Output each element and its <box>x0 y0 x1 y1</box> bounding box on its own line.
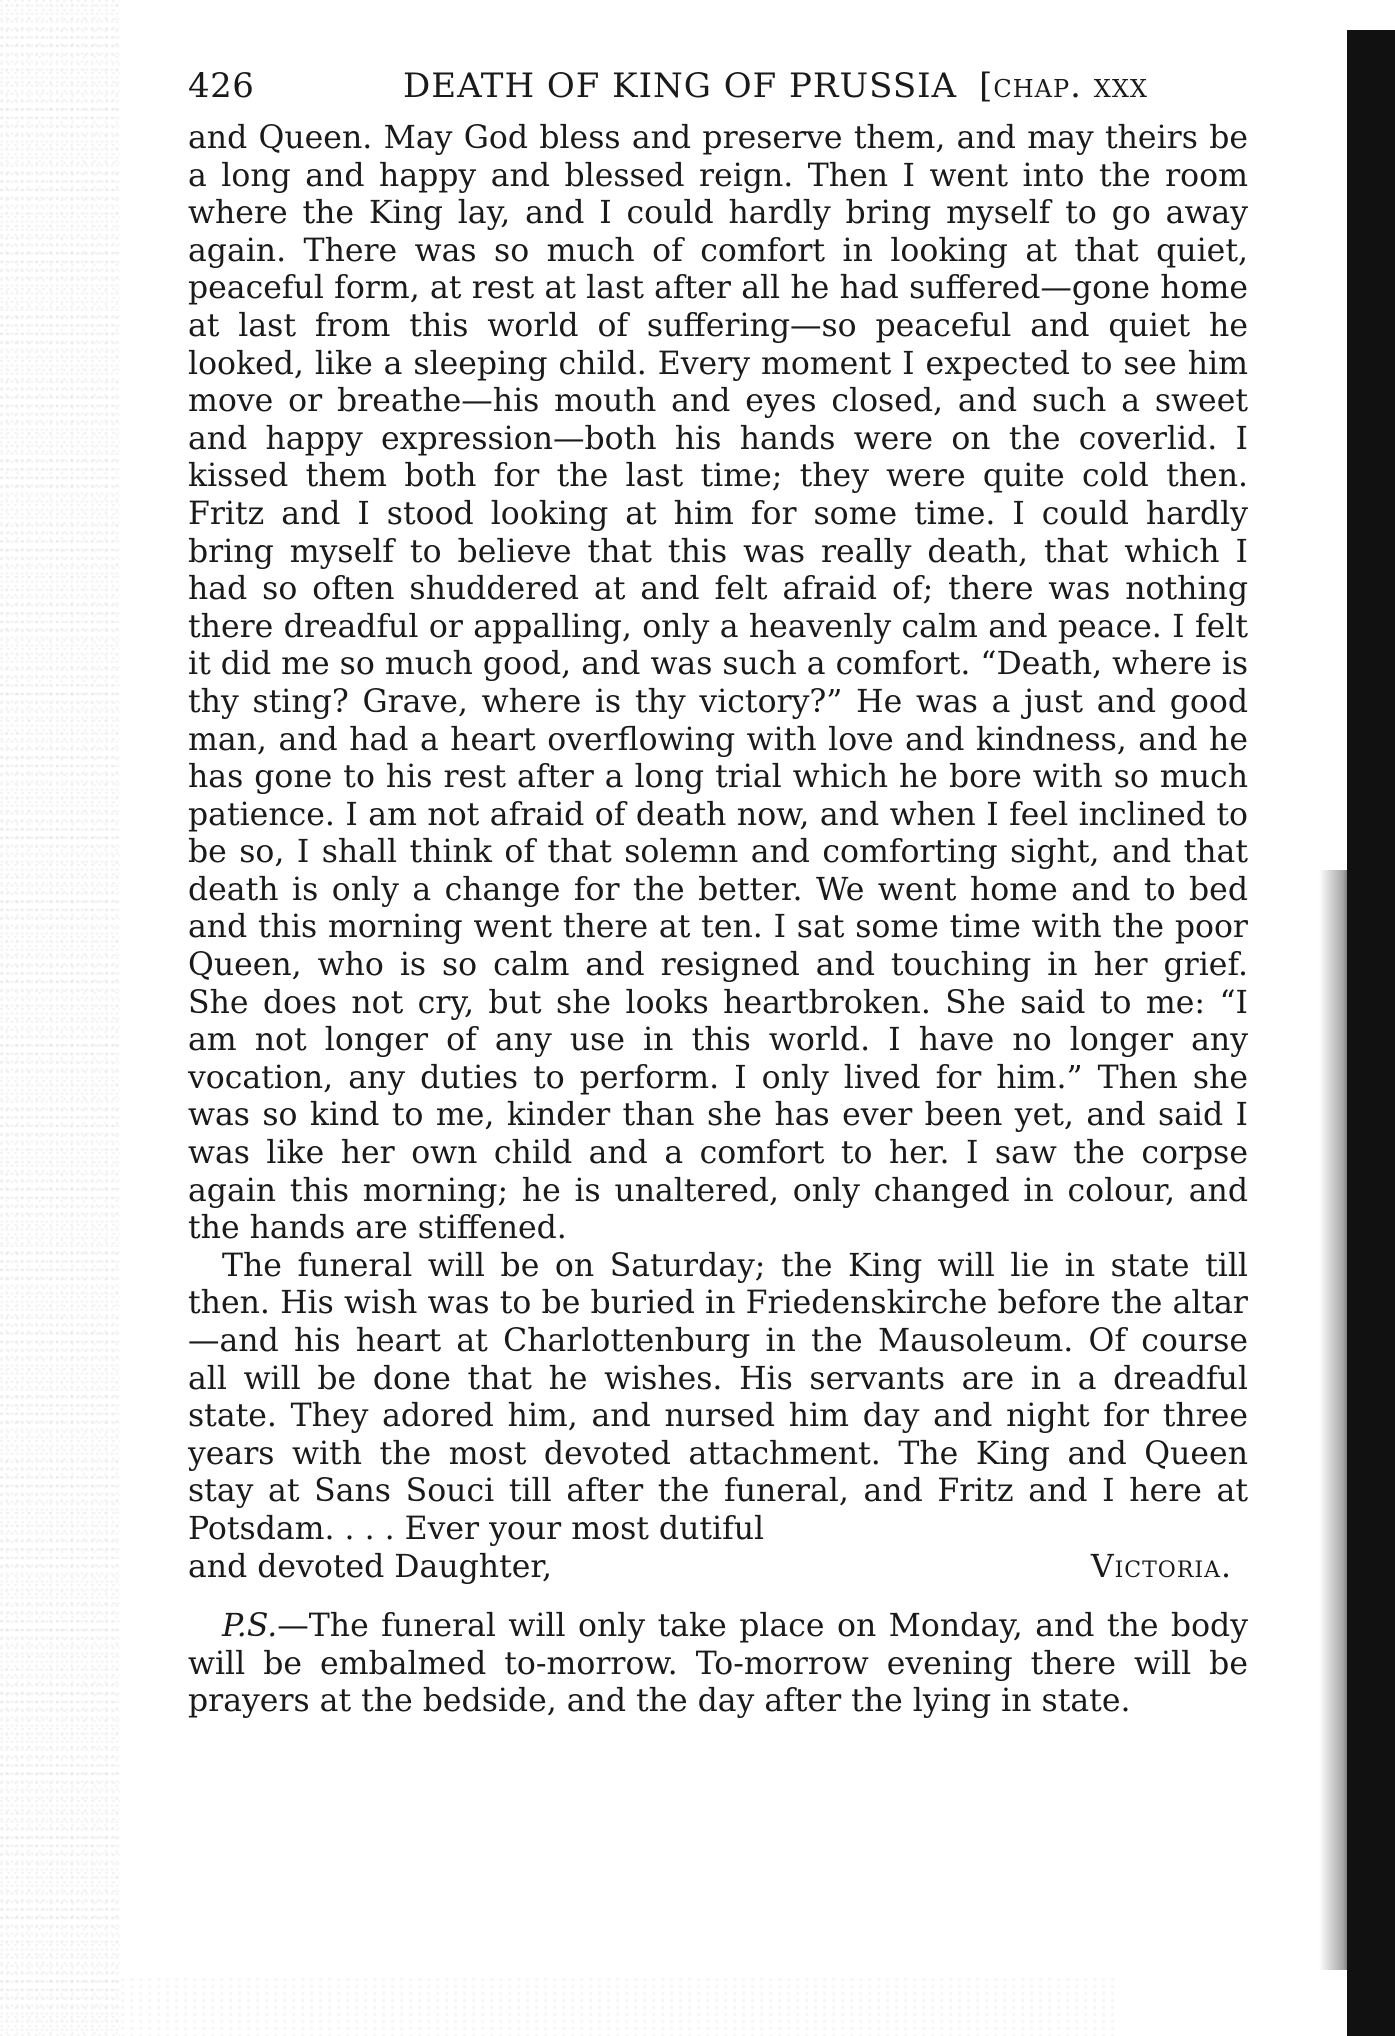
running-head <box>188 66 1248 120</box>
book-page <box>188 66 1248 1721</box>
closing-text: and devoted Daughter, <box>188 1548 552 1585</box>
signature: Victoria. <box>1090 1548 1232 1585</box>
running-head-title: DEATH OF KING OF PRUSSIA <box>403 66 958 106</box>
postscript-text: —The funeral will only take place on Monday, and the body will be embalmed to-morrow. To-morrow evening there will be prayers at the bedside, and the day after the lying in state. <box>188 1608 1248 1720</box>
page-number: 426 <box>188 66 255 106</box>
running-head-chapter: [chap. xxx <box>979 66 1149 106</box>
postscript-label: P.S. <box>222 1608 278 1645</box>
paragraph-1: and Queen. May God bless and preserve them, and may theirs be a long and happy and blessed reign. Then I went into the room where the King lay, and I could hardly bring myself to go away again. There was so much of comfort in looking at that quiet, peaceful form, at rest at last after all he had suffered—gone home at last from this world of suffering—so peaceful and quiet he looked, like a sleeping child. Every moment I expected to see him move or breathe—his mouth and eyes closed, and such a sweet and happy expression—both his hands were on the coverlid. I kissed them both for the last time; they were quite cold then. Fritz and I stood looking at him for some time. I could hardly bring myself to believe that this was really death, that which I had so often shuddered at and felt afraid of; there was nothing there dreadful or appalling, only a heavenly calm and peace. I felt it did me so much good, and was such a comfort. “Death, where is thy sting? Grave, where is thy victory?” He was a just and good man, and had a heart overflowing with love and kindness, and he has gone to his rest after a long trial which he bore with so much patience. I am not afraid of death now, and when I feel inclined to be so, I shall think of that solemn and comforting sight, and that death is only a change for the better. We went home and to bed and this morning went there at ten. I sat some time with the poor Queen, who is so calm and resigned and touching in her grief. She does not cry, but she looks heartbroken. She said to me: “I am not longer of any use in this world. I have no longer any vocation, any duties to perform. I only lived for him.” Then she was so kind to me, kinder than she has ever been yet, and said I was like her own child and a comfort to her. I saw the corpse again this morning; he is unaltered, only changed in colour, and the hands are stiffened. <box>188 120 1249 1247</box>
postscript <box>188 1608 1248 1721</box>
scan-noise-left <box>0 0 120 2036</box>
paragraph-2: The funeral will be on Saturday; the King will lie in state till then. His wish was to be buried in Friedenskirche before the altar—and his heart at Charlottenburg in the Mausoleum. Of course all will be done that he wishes. His servants are in a dreadful state. They adored him, and nursed him day and night for three years with the most devoted attachment. The King and Queen stay at Sans Souci till after the funeral, and Fritz and I here at Potsdam. . . . Ever your most dutiful <box>188 1247 1248 1547</box>
scan-noise-bottom <box>120 1976 1120 2036</box>
body-text <box>188 120 1248 1721</box>
binding-edge <box>1347 30 1395 2036</box>
closing-line <box>188 1549 1248 1587</box>
